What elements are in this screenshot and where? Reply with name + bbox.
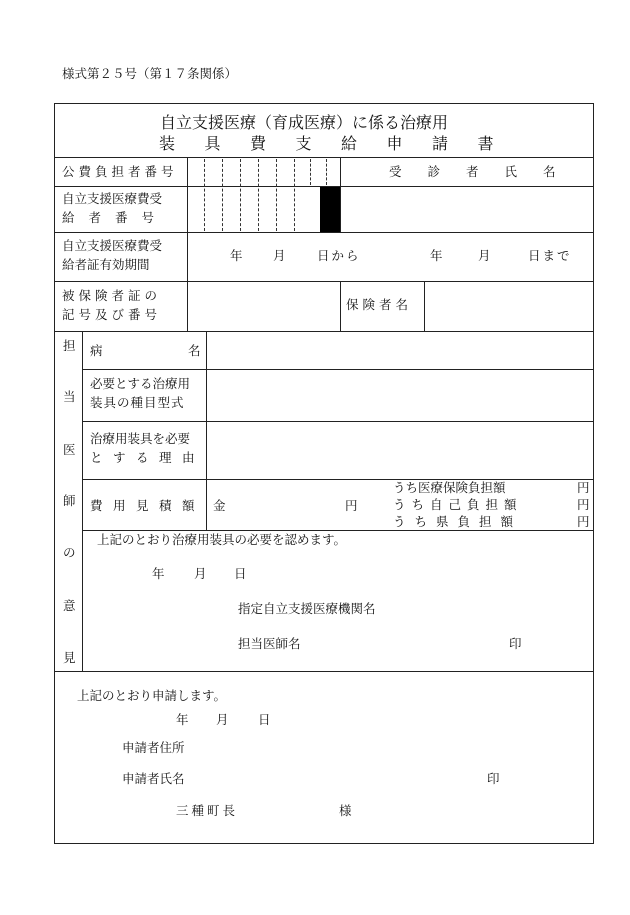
- label-validity-1: 自立支援医療費受: [62, 238, 163, 253]
- label-institution: 指定自立支援医療機関名: [238, 601, 376, 616]
- validity-year: 年: [230, 248, 243, 263]
- row-line: [82, 421, 594, 422]
- application-month: 月: [216, 712, 229, 727]
- addressee-suffix: 様: [339, 803, 352, 818]
- label-insurer-name: 保険者名: [346, 297, 413, 312]
- doctor-side-char: 当: [63, 389, 76, 404]
- form-number: 様式第２５号（第１７条関係）: [62, 66, 238, 81]
- label-device-type-1: 必要とする治療用: [90, 376, 191, 391]
- addressee: 三種町長: [176, 803, 239, 818]
- row-line: [54, 157, 594, 158]
- col-line: [187, 157, 188, 331]
- label-doctor-name: 担当医師名: [238, 636, 301, 651]
- frame-top: [54, 103, 594, 104]
- col-line: [340, 157, 341, 232]
- label-reason-2: とする理由: [90, 450, 206, 465]
- validity-month-2: 月: [478, 248, 491, 263]
- breakdown-prefecture: うち県負担額: [393, 514, 523, 529]
- doctor-side-char: 担: [63, 338, 76, 353]
- digit-separator: [276, 159, 277, 231]
- doctor-side-char: 師: [63, 493, 76, 508]
- label-reason-1: 治療用装具を必要: [90, 431, 191, 446]
- label-recipient-number-2: 給者番号: [62, 210, 169, 225]
- breakdown-prefecture-yen: 円: [577, 514, 590, 529]
- doctor-side-char: 見: [63, 650, 76, 665]
- breakdown-insurance: うち医療保険負担額: [393, 480, 506, 495]
- application-statement: 上記のとおり申請します。: [77, 688, 227, 703]
- col-line: [340, 281, 341, 331]
- doctor-seal: 印: [509, 636, 522, 651]
- check-digit-box: [320, 187, 340, 232]
- digit-separator: [258, 159, 259, 231]
- label-patient-name: 受診者氏名: [389, 164, 582, 179]
- applicant-seal: 印: [487, 771, 500, 786]
- cost-prefix: 金: [213, 498, 226, 513]
- label-disease-1: 病: [90, 343, 103, 358]
- cost-yen: 円: [345, 498, 358, 513]
- label-disease-2: 名: [188, 343, 201, 358]
- breakdown-self-yen: 円: [577, 497, 590, 512]
- digit-separator: [240, 159, 241, 231]
- col-line: [424, 281, 425, 331]
- doctor-opinion: 上記のとおり治療用装具の必要を認めます。: [97, 532, 347, 547]
- doctor-side-char: 意: [63, 598, 76, 613]
- row-line: [54, 281, 594, 282]
- row-line: [54, 331, 594, 332]
- digit-separator: [310, 159, 311, 185]
- doctor-date-day: 日: [234, 566, 247, 581]
- label-device-type-2: 装具の種目型式: [90, 395, 185, 410]
- label-burden-number: 公費負担者番号: [62, 164, 178, 179]
- label-cost-estimate: 費用見積額: [90, 498, 206, 513]
- row-line: [82, 479, 594, 480]
- digit-separator: [326, 159, 327, 185]
- validity-from: 日から: [317, 248, 361, 263]
- doctor-side-char: の: [63, 545, 76, 560]
- application-year: 年: [176, 712, 189, 727]
- frame-right: [593, 103, 594, 843]
- title-line-2: 装具費支給申請書: [159, 134, 524, 153]
- validity-until: 日まで: [528, 248, 572, 263]
- doctor-date-year: 年: [152, 566, 165, 581]
- application-day: 日: [258, 712, 271, 727]
- doctor-date-month: 月: [194, 566, 207, 581]
- row-line: [82, 530, 594, 531]
- breakdown-self: うち自己負担額: [393, 497, 523, 512]
- col-line: [206, 331, 207, 530]
- col-line: [82, 331, 83, 671]
- label-applicant-address: 申請者住所: [122, 740, 185, 755]
- row-line: [82, 369, 594, 370]
- label-validity-2: 給者証有効期間: [62, 257, 150, 272]
- digit-separator: [222, 159, 223, 231]
- label-insurance-card-1: 被保険者証の: [62, 288, 162, 303]
- digit-separator: [204, 159, 205, 231]
- frame-left: [54, 103, 55, 843]
- digit-separator: [294, 159, 295, 231]
- row-line: [340, 232, 594, 233]
- title-line-1: 自立支援医療（育成医療）に係る治療用: [160, 113, 449, 132]
- frame-bottom: [54, 843, 594, 844]
- label-insurance-card-2: 記号及び番号: [62, 307, 162, 322]
- label-applicant-name: 申請者氏名: [122, 771, 185, 786]
- row-line: [54, 232, 340, 233]
- doctor-side-char: 医: [63, 442, 76, 457]
- validity-month: 月: [273, 248, 286, 263]
- label-recipient-number-1: 自立支援医療費受: [62, 191, 163, 206]
- validity-year-2: 年: [430, 248, 443, 263]
- breakdown-insurance-yen: 円: [577, 480, 590, 495]
- row-line: [54, 671, 594, 672]
